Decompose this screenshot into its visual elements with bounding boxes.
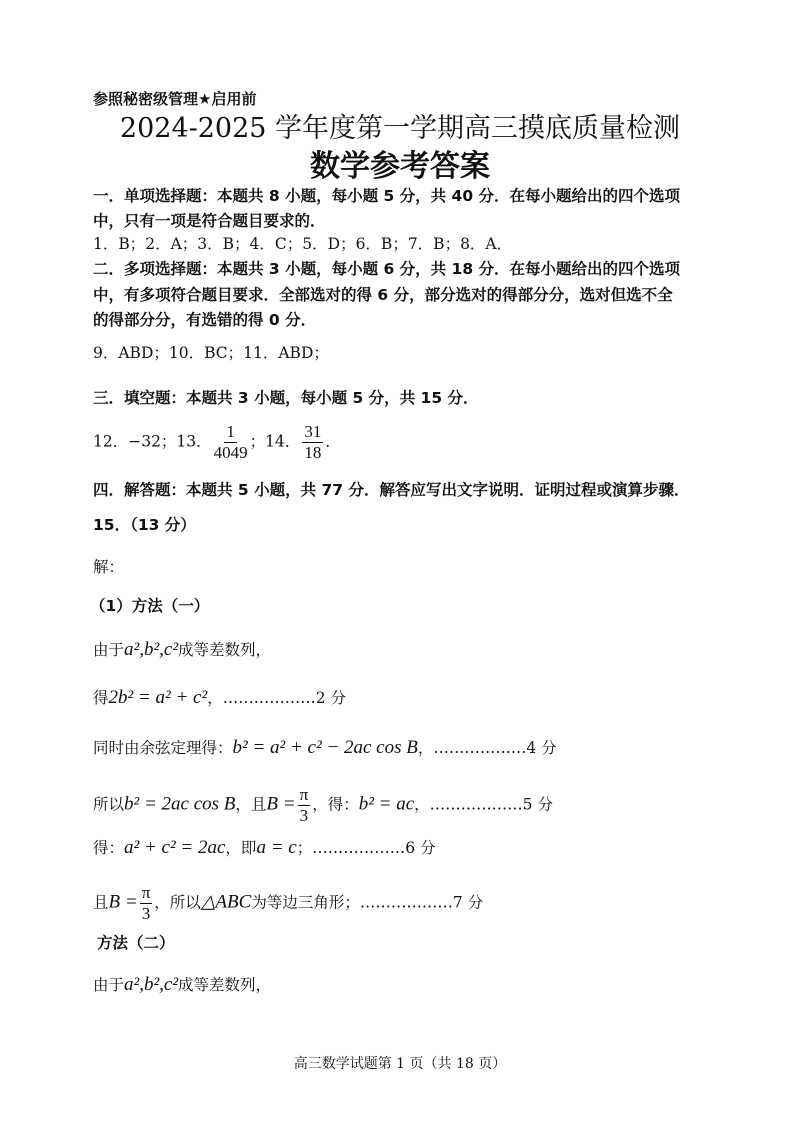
math: b² = 2ac cos B [124,793,236,815]
step-line-5 [93,838,436,858]
step-line-4 [93,785,553,826]
text: 且 [93,893,109,912]
q15-heading: 15．（13 分） [93,516,196,534]
math: b² = ac [358,793,415,815]
math: 2b² = a² + c² [108,687,208,708]
text: 得： [93,839,125,857]
score-text: ，………………2 分 [207,689,346,707]
page-footer: 高三数学试题第 1 页（共 18 页） [293,1056,507,1072]
confidential-note: 参照秘密级管理★启用前 [93,90,257,108]
text: 同时由余弦定理得： [93,739,233,757]
math: a² + c² = 2ac [124,837,226,858]
math: a = c [256,837,297,858]
solution-label: 解： [93,558,125,576]
denominator: 4049 [213,443,248,462]
fraction-13 [214,422,248,463]
fraction-pi-3 [298,785,311,826]
text: ，所以 [154,893,201,912]
numerator: 31 [304,422,322,441]
answer-14-label: ；14． [249,432,301,451]
denominator: 3 [141,904,151,923]
math: △ABC [200,891,252,913]
text: 成等差数列， [178,641,272,659]
score-text: ；………………6 分 [296,839,436,857]
sec2-line3: 的得部分分，有选错的得 0 分． [93,311,317,329]
sec1-line2: 中，只有一项是符合题目要求的． [93,212,326,230]
doc-title: 2024-2025 学年度第一学期高三摸底质量检测 [119,113,681,144]
sec2-answers: 9．ABD；10．BC；11．ABD； [93,344,329,362]
period: ． [325,432,341,451]
score-text: ，………………4 分 [417,739,557,757]
text: 成等差数列， [178,976,272,994]
text: ，得： [312,795,359,814]
text: ，即 [225,839,257,857]
sec3-line1: 三．填空题：本题共 3 小题，每小题 5 分，共 15 分． [93,389,479,407]
step-line-7 [93,975,271,995]
sec1-answers: 1．B；2．A；3．B；4．C；5．D；6．B；7．B；8．A． [93,235,513,253]
math: B = [266,793,296,815]
step-line-1 [93,640,271,660]
denominator: 3 [299,806,309,825]
numerator: 1 [226,422,235,441]
sec4-line1: 四．解答题：本题共 5 小题，共 77 分．解答应写出文字说明．证明过程或演算步骤． [93,481,690,499]
step-line-6 [93,883,483,924]
text: 由于 [93,641,125,659]
numerator: π [299,785,309,804]
fraction-14 [302,422,323,463]
text: ，且 [235,795,267,814]
sec1-line1: 一．单项选择题：本题共 8 小题，每小题 5 分，共 40 分．在每小题给出的四个选项 [93,187,681,205]
step-line-2 [93,688,346,708]
method-1-heading: （1）方法（一） [90,597,210,615]
fraction-pi-3 [140,883,153,924]
method-2-heading: 方法（二） [97,934,175,952]
math: a²,b²,c² [124,639,179,660]
math: b² = a² + c² − 2ac cos B [232,737,418,758]
sec3-answers [93,422,341,463]
score-text: 为等边三角形；………………7 分 [251,893,484,912]
sec2-line1: 二．多项选择题：本题共 3 小题，每小题 6 分，共 18 分．在每小题给出的四个选项 [93,260,681,278]
text: 由于 [93,976,125,994]
numerator: π [141,883,151,902]
math: a²,b²,c² [124,974,179,995]
doc-subtitle: 数学参考答案 [310,149,490,184]
text: 所以 [93,795,125,814]
score-text: ，………………5 分 [414,795,553,814]
denominator: 18 [304,443,322,462]
step-line-3 [93,738,557,758]
text: 得 [93,689,109,707]
sec2-line2: 中，有多项符合题目要求．全部选对的得 6 分，部分选对的得部分分，选对但选不全 [93,286,673,304]
answer-12-13: 12．−32；13． [93,432,212,451]
math: B = [108,891,138,913]
